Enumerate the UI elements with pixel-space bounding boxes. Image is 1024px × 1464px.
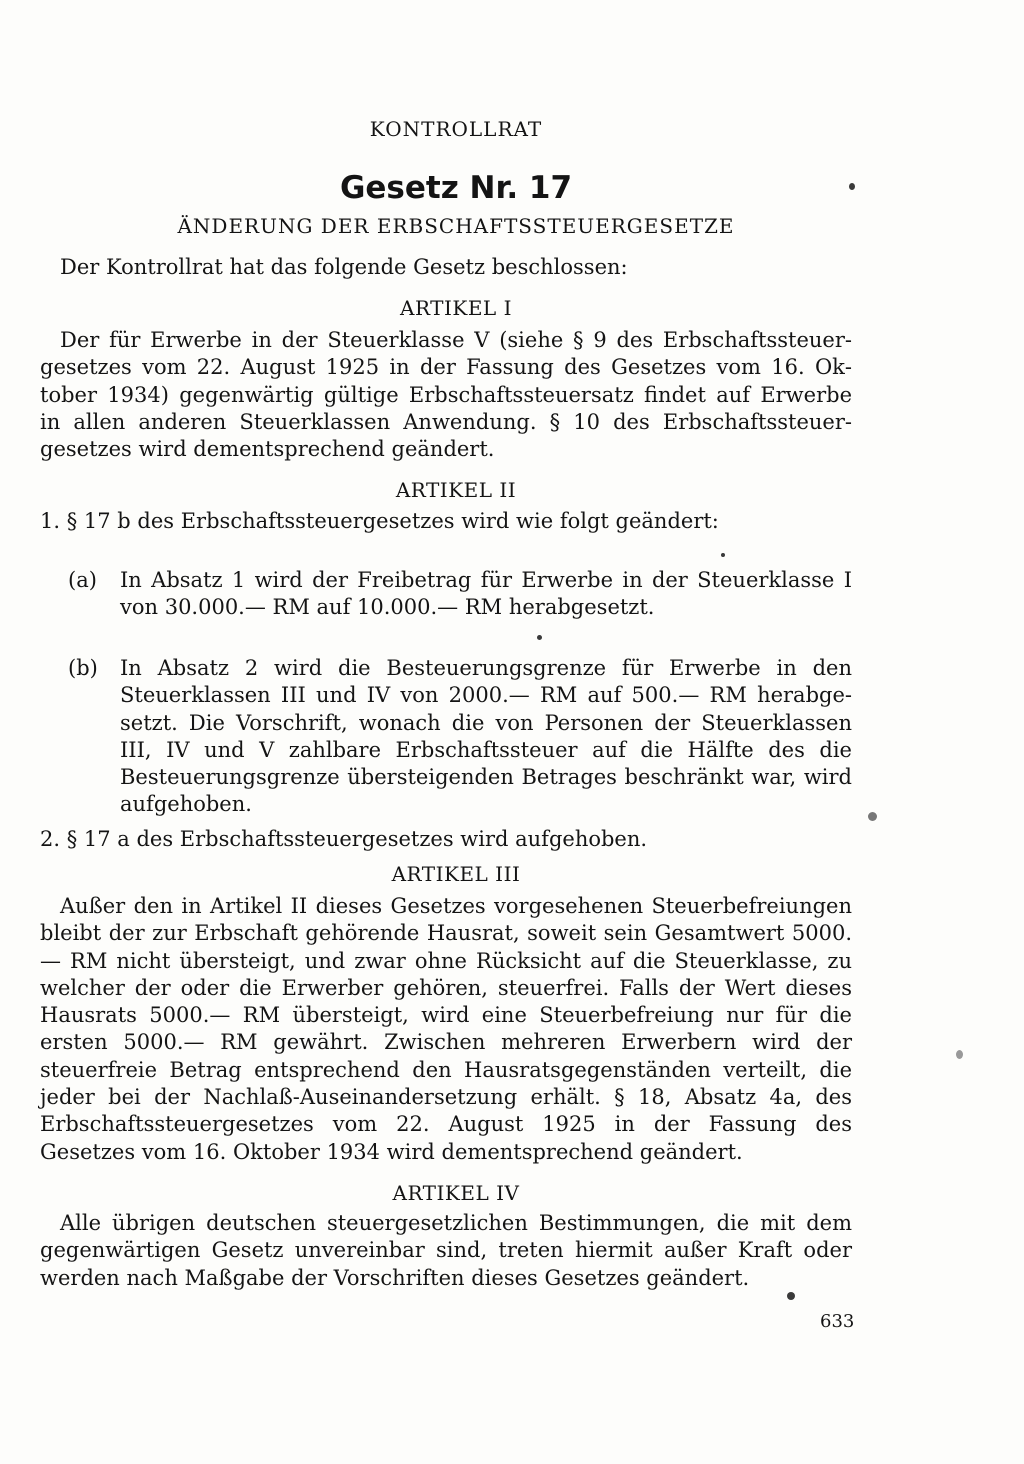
article-1-text: Der für Erwerbe in der Steuerklasse V (siehe § 9 des Erbschaftssteuergesetzes vom 22. August 1925 in der Fassung des Gesetzes vom 16. Oktober 1934) gegenwärtig gültige Erbschaftssteuersatz findet auf Erwerbe in allen anderen Steuerklassen Anwendung. § 10 des Erbschaftssteuergesetzes wird dementsprechend geändert. (40, 328, 852, 462)
subitem-b-marker: (b) (68, 656, 98, 680)
article-2-subitem-b (68, 655, 852, 820)
article-2-subitem-a (68, 567, 852, 623)
law-number-title: Gesetz Nr. 17 (339, 170, 573, 206)
scan-speck (537, 635, 542, 640)
law-subtitle: ÄNDERUNG DER ERBSCHAFTSSTEUERGESETZE (177, 214, 735, 238)
article-2-heading: ARTIKEL II (395, 478, 517, 502)
article-4-heading: ARTIKEL IV (392, 1181, 520, 1205)
scan-speck (721, 553, 725, 557)
subitem-a-marker: (a) (68, 568, 97, 592)
article-2-item-1: 1. § 17 b des Erbschaftssteuergesetzes wird wie folgt geändert: (40, 509, 719, 533)
article-3-text: Außer den in Artikel II dieses Gesetzes vorgesehenen Steuerbefreiungen bleibt der zur Erbschaft gehörende Hausrat, soweit sein Gesamtwert 5000.— RM nicht übersteigt, und zwar ohne Rücksicht auf die Steuerklasse, zu welcher der oder die Erwerber gehören, steuerfrei. Falls der Wert dieses Hausrats 5000.— RM übersteigt, wird eine Steuerbefreiung nur für die ersten 5000.— RM gewährt. Zwischen mehreren Erwerbern wird der steuerfreie Betrag entsprechend den Hausratsgegenständen verteilt, die jeder bei der Nachlaß-Auseinandersetzung erhält. § 18, Absatz 4a, des Erbschaftssteuergesetzes vom 22. August 1925 in der Fassung des Gesetzes vom 16. Oktober 1934 wird dementsprechend geändert. (40, 894, 852, 1164)
article-3-heading: ARTIKEL III (391, 862, 521, 886)
article-2-item-2: 2. § 17 a des Erbschaftssteuergesetzes wird aufgehoben. (40, 827, 648, 851)
intro-sentence: Der Kontrollrat hat das folgende Gesetz beschlossen: (60, 255, 628, 279)
article-1-heading: ARTIKEL I (400, 296, 512, 320)
scan-speck (956, 1050, 963, 1059)
scan-speck (849, 183, 855, 190)
scan-speck (787, 1292, 795, 1300)
authority-heading: KONTROLLRAT (369, 117, 543, 141)
subitem-b-text: In Absatz 2 wird die Besteuerungsgrenze für Erwerbe in den Steuerklassen III und IV von 2000.— RM auf 500.— RM herabgesetzt. Die Vorschrift, wonach die von Personen der Steuerklassen III, IV und V zahlbare Erbschaftssteuer auf die Hälfte des die Besteuerungsgrenze übersteigenden Betrages beschränkt war, wird aufgehoben. (120, 656, 852, 817)
article-4-text: Alle übrigen deutschen steuergesetzlichen Bestimmungen, die mit dem gegenwärtigen Gesetz unvereinbar sind, treten hiermit außer Kraft oder werden nach Maßgabe der Vorschriften dieses Gesetzes geändert. (40, 1211, 852, 1290)
subitem-a-text: In Absatz 1 wird der Freibetrag für Erwerbe in der Steuerklasse I von 30.000.— RM auf 10.000.— RM herabgesetzt. (120, 568, 852, 620)
scan-speck (868, 812, 877, 821)
page-number: 633 (820, 1311, 855, 1332)
